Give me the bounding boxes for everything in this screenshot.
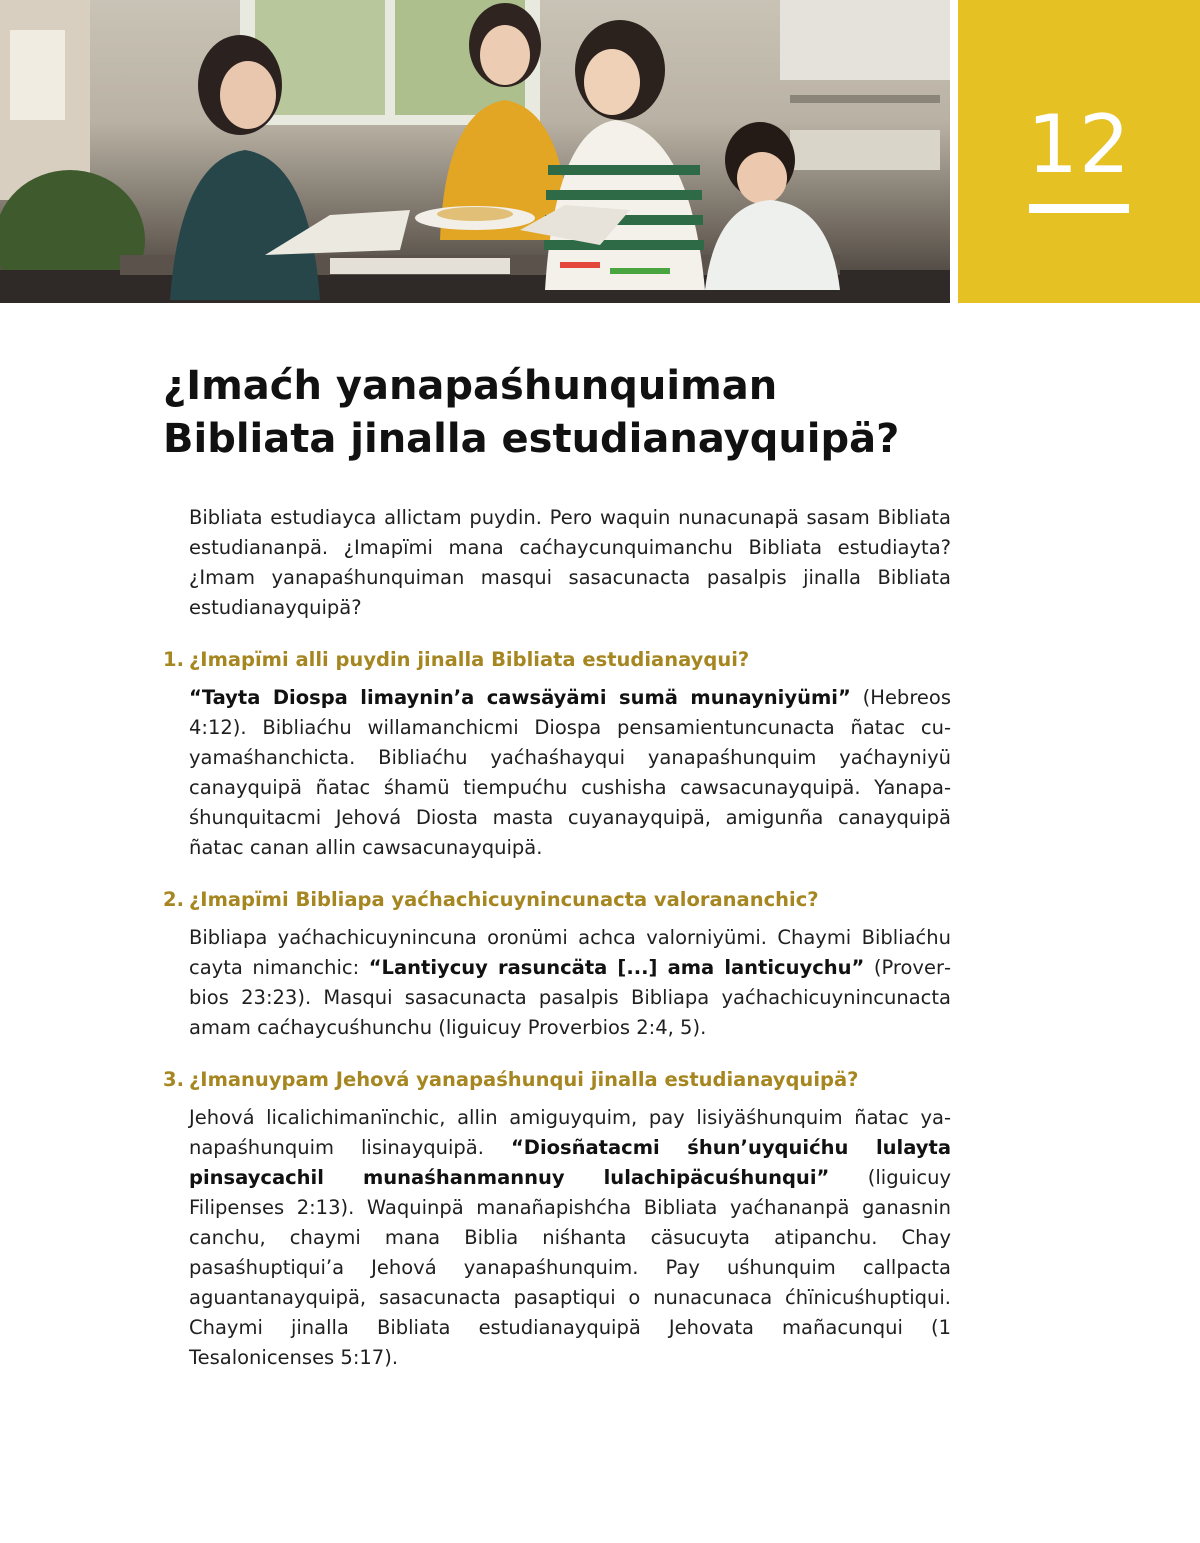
answer-2-lead: Bibliapa yaćhachicuynincuna oronümi achca valorniyümi. Chaymi Bibliaćhu cayta nimanchic:: [189, 926, 951, 979]
answer-2-paragraph: [189, 923, 951, 1043]
chapter-number: 12: [1027, 98, 1131, 191]
chapter-underline: [1029, 204, 1129, 213]
question-1: [163, 645, 951, 675]
header-photo: [0, 0, 950, 303]
answer-1-quote: “Tayta Diospa limaynin’a cawsäyämi sumä munayniyümi”: [189, 686, 851, 709]
answer-1-paragraph: [189, 683, 951, 863]
answer-3-text: (liguicuy Filipenses 2:13). Waquinpä manañapishćha Bibliata yaćhananpä ganasnin canchu, chaymi mana Biblia niśhanta cäsucuyta atipanchu. Chay pasaśhuptiqui’a Jehová yanapaśhunquim. Pay uśhunquim callpacta aguantanayquipä, sasacunacta pasaptiqui o nunacunaca ćhïnicuśhuptiqui. Chaymi jinalla Bibliata estudianayquipä Jehovata mañacunqui (1 Tesalonicenses 5:17).: [189, 1166, 951, 1369]
lesson-content: [163, 503, 951, 1373]
question-3: [163, 1065, 951, 1095]
answer-2-text: (Proverbios 23:23). Masqui sasacunacta pasalpis Bibliapa yaćhachicuynincunacta amam caćhaycuśhunchu (liguicuy Proverbios 2:4, 5).: [189, 956, 952, 1039]
question-2-number: 2.: [163, 888, 184, 911]
answer-3-quote: “Diosñatacmi śhun’uyquićhu lulayta pinsaycachil munaśhanmannuy lulachipäcuśhunqui”: [189, 1136, 951, 1189]
intro-paragraph: Bibliata estudiayca allictam puydin. Pero waquin nunacunapä sasam Bibliata estudiananpä. ¿Imapïmi mana caćhaycunquimanchu Bibliata estudiayta? ¿Imam yanapaśhunquiman masqui sasacunacta pasalpis jinalla Bibliata estudianayquipä?: [189, 506, 951, 619]
chapter-badge: [958, 0, 1200, 303]
answer-2-quote: “Lantiycuy rasuncäta [...] ama lanticuychu”: [368, 956, 865, 979]
page-title-line-1: ¿Imaćh yanapaśhunquiman: [163, 363, 778, 409]
family-bible-study-illustration: [0, 0, 950, 303]
question-2: [163, 885, 951, 915]
question-1-number: 1.: [163, 648, 184, 671]
answer-3-paragraph: [189, 1103, 951, 1373]
page-title: [163, 360, 1063, 466]
question-3-number: 3.: [163, 1068, 184, 1091]
question-3-text: ¿Imanuypam Jehová yanapaśhunqui jinalla estudianayquipä?: [189, 1068, 859, 1091]
question-2-text: ¿Imapïmi Bibliapa yaćhachicuynincunacta valorananchic?: [189, 888, 819, 911]
page-title-line-2: Bibliata jinalla estudianayquipä?: [163, 416, 900, 462]
answer-3-lead: Jehová licalichimanïnchic, allin amiguyquim, pay lisiyäśhunquim ñatac yanapaśhunquim lisinayquipä.: [189, 1106, 951, 1159]
question-1-text: ¿Imapïmi alli puydin jinalla Bibliata estudianayqui?: [189, 648, 750, 671]
answer-1-text: (Hebreos 4:12). Bibliaćhu willamanchicmi Diospa pensamientuncunacta ñatac cuyamaśhanchicta. Bibliaćhu yaćhaśhayqui yanapaśhunquim yaćhayniyü canayquipä ñatac śhamü tiempućhu cushisha cawsacunayquipä. Yanapaśhunquitacmi Jehová Diosta masta cuyanayquipä, amigunña canayquipä ñatac canan allin cawsacunayquipä.: [189, 686, 951, 859]
